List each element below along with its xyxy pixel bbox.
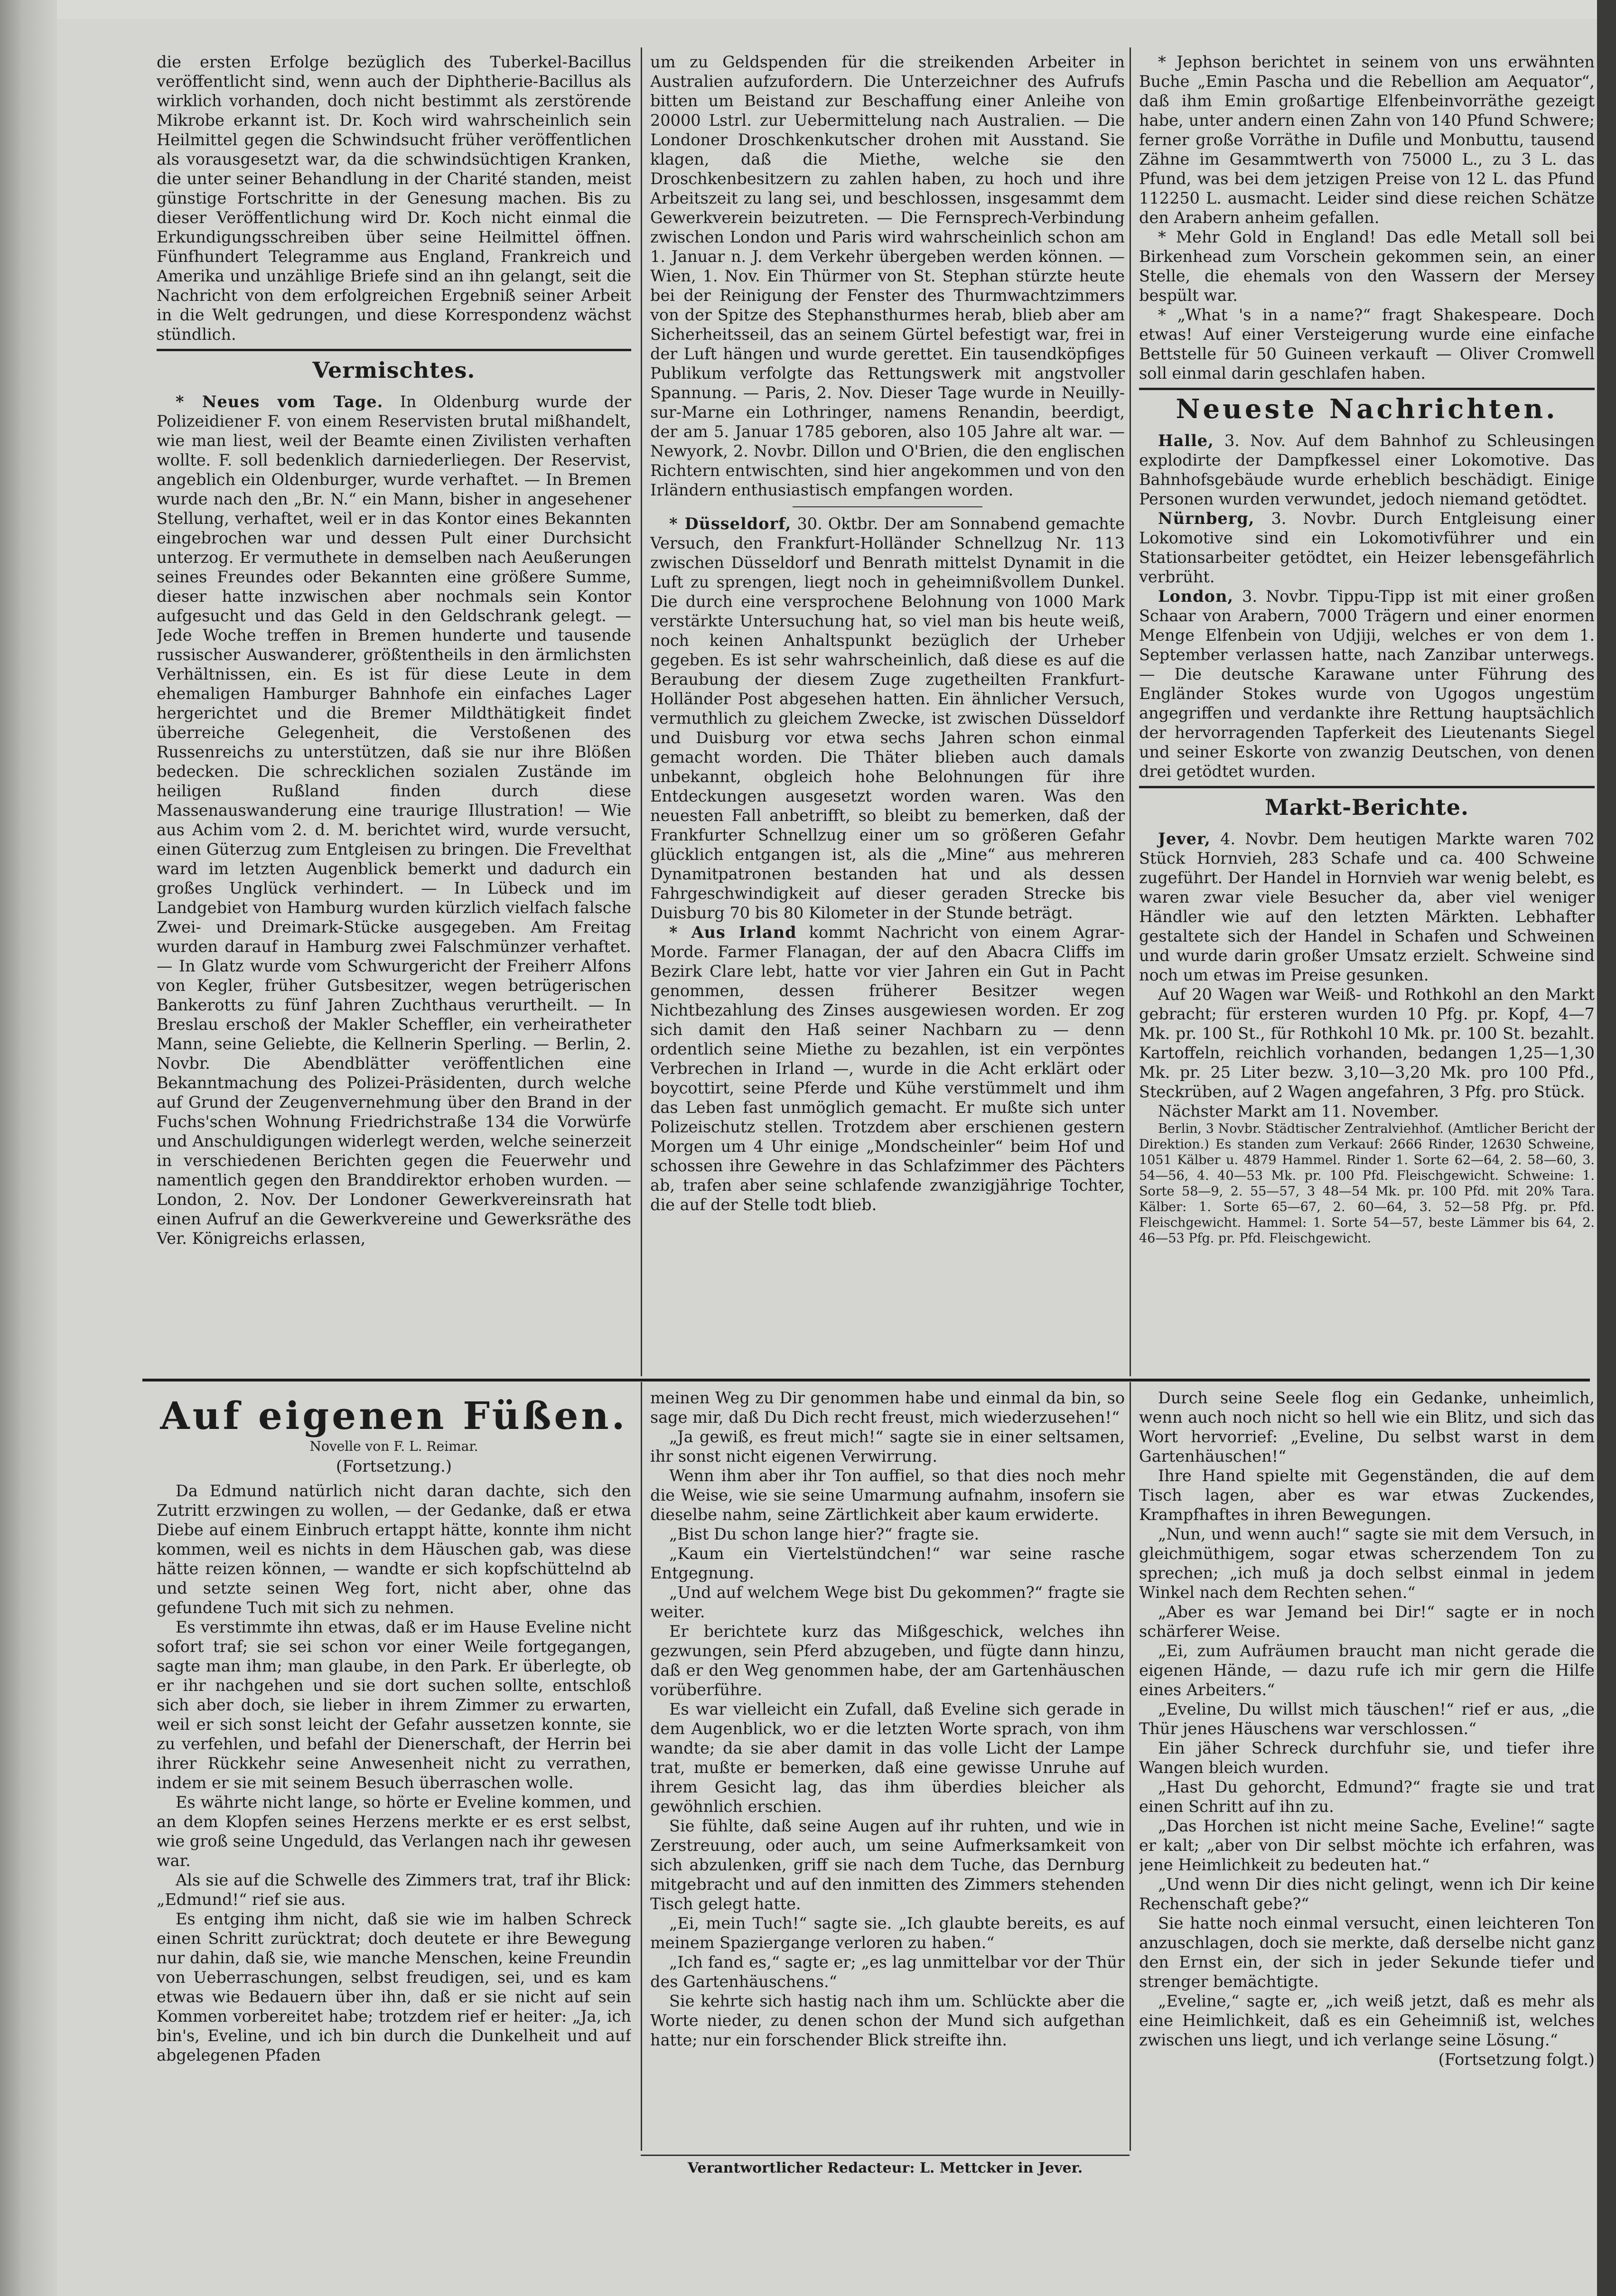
- markt-berichte-heading: Markt-Berichte.: [1264, 794, 1469, 820]
- novel-paragraph: „Und wenn Dir dies nicht gelingt, wenn ich Dir keine Rechenschaft gebe?“: [1139, 1875, 1595, 1913]
- novel-paragraph: Es verstimmte ihn etwas, daß er im Hause Eveline nicht sofort traf; sie sei schon vor einer Weile fortgegangen, sagte man ihm; man glaube, in den Park. Er überlegte, ob er ihr nachgehen und sie dort suchen sollte, entschloß sich aber doch, sie lieber in ihrem Zimmer zu erwarten, weil er sich sonst leicht der Gefahr aussetzen konnte, sie zu verfehlen, und befahl der Dienerschaft, der Herrin bei ihrer Rückkehr seine Anwesenheit nicht zu verrathen, indem er sie mit seinem Besuch überraschen wolle.: [157, 1618, 631, 1792]
- novel-paragraph: Es war vielleicht ein Zufall, daß Eveline sich gerade in dem Augenblick, wo er die letzten Worte sprach, von ihm wandte; da sie aber damit in das volle Licht der Lampe trat, mußte er bemerken, daß eine gewisse Unruhe auf ihrem Gesicht lag, das ihm überdies bleicher als gewöhnlich erschien.: [650, 1700, 1125, 1816]
- duesseldorf-lead: * Düsseldorf,: [669, 514, 792, 533]
- neues-vom-tage-lead: * Neues vom Tage.: [176, 392, 383, 411]
- page-edge: [1597, 0, 1616, 2296]
- feuilleton-divider: [142, 1379, 1590, 1381]
- irland-lead: * Aus Irland: [669, 923, 797, 942]
- novel-author: Novelle von F. L. Reimar.: [309, 1438, 478, 1454]
- book-binding-shadow: [0, 0, 57, 2296]
- vermischtes-heading: Vermischtes.: [312, 357, 476, 383]
- next-market: Nächster Markt am 11. November.: [1158, 1102, 1439, 1120]
- novel-paragraph: Sie kehrte sich hastig nach ihm um. Schlückte aber die Worte nieder, zu denen schon der Mund sich aufgethan hatte; nur ein forschender Blick streifte ihn.: [650, 1992, 1125, 2049]
- editor-footer: Verantwortlicher Redacteur: L. Mettcker in Jever.: [641, 2155, 1130, 2176]
- section-rule: [157, 349, 631, 351]
- novel-paragraph: Durch seine Seele flog ein Gedanke, unheimlich, wenn auch noch nicht so hell wie ein Blitz, und sich das Wort hervorrief: „Eveline, Du selbst warst in dem Gartenhäuschen!“: [1139, 1389, 1595, 1465]
- jever-body: 4. Novbr. Dem heutigen Markte waren 702 Stück Hornvieh, 283 Schafe und ca. 400 Schweine zugeführt. Der Handel in Hornvieh war wenig belebt, es waren zwar viele Besucher da, aber viel weniger Händler wie auf den letzten Märkten. Lebhafter gestaltete sich der Handel in Schafen und Schweinen und wurde darin großer Umsatz erzielt. Schweine sind noch um etwas im Preise gesunken.: [1139, 830, 1595, 984]
- neues-vom-tage-body: In Oldenburg wurde der Polizeidiener F. von einem Reservisten brutal mißhandelt, wie man liest, weil der Beamte einen Zivilisten verhaften wollte. F. soll bedenklich darniederliegen. Der Reservist, angeblich ein Oldenburger, wurde verhaftet. — In Bremen wurde nach den „Br. N.“ ein Mann, bisher in angesehener Stellung, verhaftet, weil er in das Kontor eines Bekannten eingebrochen war und dessen Pult einer Durchsicht unterzog. Er vermuthete in demselben nach Aeußerungen seines Freundes oder Bekannten eine größere Summe, dieser hatte inzwischen aber nochmals sein Kontor aufgesucht und das Geld in den Geldschrank gelegt. — Jede Woche treffen in Bremen hunderte und tausende russischer Auswanderer, größtentheils in den ärmlichsten Verhältnissen, ein. Es ist für diese Leute in dem ehemaligen Hamburger Bahnhofe ein einfaches Lager hergerichtet und die Bremer Mildthätigkeit findet überreiche Gelegenheit, die Verstoßenen des Russenreichs zu unterstützen, daß sie nur ihre Blößen bedecken. Die schrecklichen sozialen Zustände im heiligen Rußland finden durch diese Massenauswanderung eine traurige Illustration! — Wie aus Achim vom 2. d. M. berichtet wird, wurde versucht, einen Güterzug zum Entgleisen zu bringen. Die Frevelthat ward im letzten Augenblick bemerkt und dadurch ein großes Unglück verhindert. — In Lübeck und im Landgebiet von Hamburg wurden kürzlich vielfach falsche Zwei- und Dreimark-Stücke ausgegeben. Am Freitag wurden darauf in Hamburg zwei Falschmünzer verhaftet. — In Glatz wurde vom Schwurgericht der Freiherr Alfons von Kegler, früher Gutsbesitzer, wegen betrügerischen Bankerotts zu fünf Jahren Zuchthaus verurtheilt. — In Breslau erschoß der Makler Scheffler, ein verheiratheter Mann, seine Geliebte, die Kellnerin Sperling. — Berlin, 2. Novbr. Die Abendblätter veröffentlichen eine Bekanntmachung des Polizei-Präsidenten, durch welche auf Grund der Zeugenvernehmung über den Brand in der Fuchs'schen Wohnung Friedrichstraße 134 die Vorwürfe und Anschuldigungen widerlegt werden, welche seinerzeit in verschiedenen Berichten gegen die Feuerwehr und namentlich gegen den Branddirektor erhoben wurden. — London, 2. Nov. Der Londoner Gewerkvereinsrath hat einen Aufruf an die Gewerkvereine und Gewerksräthe des Ver. Königreichs erlassen,: [157, 392, 631, 1248]
- section-rule: [1139, 786, 1595, 788]
- section-rule: [1139, 388, 1595, 390]
- halle-lead: Halle,: [1158, 431, 1214, 450]
- novel-paragraph: Sie hatte noch einmal versucht, einen leichteren Ton anzuschlagen, doch sie merkte, daß derselbe nicht ganz den Ernst ein, der sich in jeder Sekunde tiefer und strenger bemächtigte.: [1139, 1914, 1595, 1991]
- novel-continuation: (Fortsetzung.): [336, 1457, 452, 1476]
- market-jever: [1139, 829, 1595, 985]
- novel-paragraph: „Eveline, Du willst mich täuschen!“ rief er aus, „die Thür jenes Häuschens war verschlossen.“: [1139, 1700, 1595, 1738]
- novel-paragraph: „Kaum ein Viertelstündchen!“ war seine rasche Entgegnung.: [650, 1544, 1125, 1582]
- novel-paragraph: „Bist Du schon lange hier?“ fragte sie.: [669, 1525, 980, 1543]
- duesseldorf-body: 30. Oktbr. Der am Sonnabend gemachte Versuch, den Frankfurt-Holländer Schnellzug Nr. 113 zwischen Düsseldorf und Benrath mittelst Dynamit in die Luft zu sprengen, liegt noch in geheimnißvollem Dunkel. Die durch eine versprochene Belohnung von 1000 Mark verstärkte Untersuchung hat, so viel man bis heute weiß, noch keinen Anhaltspunkt bezüglich der Urheber gegeben. Es ist sehr wahrscheinlich, daß diese es auf die Beraubung der diesem Zuge zugetheilten Frankfurt-Holländer Post abgesehen hatten. Ein ähnlicher Versuch, vermuthlich zu gleichem Zwecke, ist zwischen Düsseldorf und Duisburg vor etwa sechs Jahren schon einmal gemacht worden. Die Thäter blieben auch damals unbekannt, obgleich hohe Belohnungen für ihre Entdeckungen ausgesetzt worden waren. Was den neuesten Fall anbetrifft, so bleibt zu bemerken, daß der Frankfurter Schnellzug einer um so größeren Gefahr glücklich entgangen ist, als die „Mine“ aus mehreren Dynamitpatronen bestanden hat und als dessen Fahrgeschwindigkeit auf dieser geraden Strecke bis Duisburg 70 bis 80 Kilometer in der Stunde beträgt.: [650, 514, 1125, 922]
- jever-lead: Jever,: [1158, 830, 1211, 848]
- novel-paragraph: Wenn ihm aber ihr Ton auffiel, so that dies noch mehr die Weise, wie sie seine Umarmung aufnahm, insofern sie dieselbe nahm, seine Zärtlichkeit aber kaum erwiderte.: [650, 1466, 1125, 1524]
- novel-paragraph: Er berichtete kurz das Mißgeschick, welches ihn gezwungen, sein Pferd abzugeben, und fügte dann hinzu, daß er den Weg genommen habe, der am Gartenhäuschen vorüberführe.: [650, 1622, 1125, 1699]
- news-nuernberg: [1139, 509, 1595, 587]
- column-1: [157, 52, 631, 1376]
- jephson-item: * Jephson berichtet in seinem von uns erwähnten Buche „Emin Pascha und die Rebellion am Aequator“, daß ihm Emin großartige Elfenbeinvorräthe gezeigt habe, unter andern einen Zahn von 140 Pfund Schwere; ferner große Vorräthe in Dufile und Monbuttu, tausend Zähne im Gesammtwerth von 75000 L., zu 3 L. das Pfund, was bei dem jetzigen Preise von 12 L. das Pfund 112250 L. ausmacht. Leider sind diese reichen Schätze den Arabern anheim gefallen.: [1139, 53, 1595, 227]
- novel-column-3: [1139, 1388, 1595, 2147]
- novel-paragraph: meinen Weg zu Dir genommen habe und einmal da bin, so sage mir, daß Du Dich recht freust, mich wiederzusehen!“: [650, 1389, 1125, 1427]
- novel-paragraph: Es währte nicht lange, so hörte er Eveline kommen, und an dem Klopfen seines Herzens merkte er es erst selbst, wie groß seine Ungeduld, das Verlangen nach ihr gewesen war.: [157, 1793, 631, 1870]
- novel-paragraph: „Das Horchen ist nicht meine Sache, Eveline!“ sagte er kalt; „aber von Dir selbst möchte ich erfahren, was jene Heimlichkeit zu bedeuten hat.“: [1139, 1817, 1595, 1874]
- novel-paragraph: Ihre Hand spielte mit Gegenständen, die auf dem Tisch lagen, aber es war etwas Zuckendes, Krampfhaftes in ihren Bewegungen.: [1139, 1466, 1595, 1524]
- novel-paragraph: Sie fühlte, daß seine Augen auf ihr ruhten, und wie in Zerstreuung, oder auch, um seine Aufmerksamkeit von sich abzulenken, griff sie nach dem Tuche, das Dernburg mitgebracht und auf den inmitten des Zimmers stehenden Tisch gelegt hatte.: [650, 1817, 1125, 1913]
- novel-column-2: [650, 1388, 1125, 2147]
- novel-paragraph: „Eveline,“ sagte er, „ich weiß jetzt, daß es mehr als eine Heimlichkeit, daß es ein Geheimniß ist, welches zwischen uns liegt, und ich verlange seine Lösung.“: [1139, 1992, 1595, 2049]
- novel-paragraph: Es entging ihm nicht, daß sie wie im halben Schreck einen Schritt zurücktrat; doch deutete er ihre Bewegung nur dahin, daß sie, wie manche Menschen, keine Freundin von Ueberraschungen, selbst freudigen, sei, und es kam etwas wie Bedauern über ihn, daß er sie nicht auf sein Kommen vorbereitet habe; trotzdem rief er heiter: „Ja, ich bin's, Eveline, und ich bin durch die Dunkelheit und auf abgelegenen Pfaden: [157, 1910, 631, 2064]
- novel-paragraph: „Und auf welchem Wege bist Du gekommen?“ fragte sie weiter.: [650, 1583, 1125, 1621]
- neueste-nachrichten-heading: Neueste Nachrichten.: [1176, 393, 1558, 425]
- duesseldorf-article: [650, 514, 1125, 923]
- novel-title: Auf eigenen Füßen.: [160, 1393, 628, 1438]
- shakespeare-item: * „What 's in a name?“ fragt Shakespeare. Doch etwas! Auf einer Versteigerung wurde eine einfache Bettstelle für 50 Guineen verkauft — Oliver Cromwell soll einmal darin geschlafen haben.: [1139, 306, 1595, 383]
- novel-paragraph: Als sie auf die Schwelle des Zimmers trat, traf ihr Blick: „Edmund!“ rief sie aus.: [157, 1871, 631, 1909]
- vermischtes-text: [157, 392, 631, 1248]
- column-divider: [1130, 1382, 1131, 2151]
- berlin-market-report: Berlin, 3 Novbr. Städtischer Zentralviehhof. (Amtlicher Bericht der Direktion.) Es standen zum Verkauf: 2666 Rinder, 12630 Schweine, 1051 Kälber u. 4879 Hammel. Rinder 1. Sorte 62—64, 2. 58—60, 3. 54—56, 4. 40—53 Mk. pr. 100 Pfd. Fleischgewicht. Schweine: 1. Sorte 58—9, 2. 55—57, 3 48—54 Mk. pr. 100 Pfd. mit 20% Tara. Kälber: 1. Sorte 65—67, 2. 60—64, 3. 52—58 Pfg. pr. Pfd. Fleischgewicht. Hammel: 1. Sorte 54—57, beste Lämmer bis 64, 2. 46—53 Pfg. pr. Pfd. Fleischgewicht.: [1139, 1121, 1595, 1246]
- novel-paragraph: Da Edmund natürlich nicht daran dachte, sich den Zutritt erzwingen zu wollen, — der Gedanke, daß er etwa Diebe auf einem Einbruch ertappt hätte, konnte ihm nicht kommen, weil es nichts in dem Häuschen gab, was diese hätte reizen können, — wandte er sich kopfschüttelnd ab und setzte seinen Weg fort, nicht aber, ohne das gefundene Tuch mit sich zu nehmen.: [157, 1482, 631, 1617]
- market-vegetables: Auf 20 Wagen war Weiß- und Rothkohl an den Markt gebracht; für ersteren wurden 10 Pfg. pr. Kopf, 4—7 Mk. pr. 100 St., für Rothkohl 10 Mk. pr. 100 St. bezahlt. Kartoffeln, reichlich vorhanden, bedangen 1,25—1,30 Mk. pr. 25 Liter bezw. 3,10—3,20 Mk. pro 100 Pfd., Steckrüben, auf 2 Wagen angefahren, 3 Pfg. pro Stück.: [1139, 985, 1595, 1101]
- novel-paragraph: „Nun, und wenn auch!“ sagte sie mit dem Versuch, in gleichmüthigem, sogar etwas scherzendem Ton zu sprechen; „ich muß ja doch selbst einmal in jedem Winkel nach dem Rechten sehen.“: [1139, 1525, 1595, 1602]
- article-rule: [793, 506, 982, 507]
- novel-fortsetzung-folgt: (Fortsetzung folgt.): [1438, 2050, 1595, 2069]
- novel-paragraph: „Aber es war Jemand bei Dir!“ sagte er in noch schärferer Weise.: [1139, 1603, 1595, 1641]
- news-london: [1139, 587, 1595, 781]
- news-halle: [1139, 431, 1595, 509]
- gold-item: * Mehr Gold in England! Das edle Metall soll bei Birkenhead zum Vorschein gekommen sein, an einer Stelle, die ehemals von den Wassern der Mersey bespült war.: [1139, 228, 1595, 305]
- novel-paragraph: „Ich fand es,“ sagte er; „es lag unmittelbar vor der Thür des Gartenhäuschens.“: [650, 1953, 1125, 1991]
- novel-paragraph: „Ja gewiß, es freut mich!“ sagte sie in einer seltsamen, ihr sonst nicht eigenen Verwirrung.: [650, 1428, 1125, 1465]
- column-3: [1139, 52, 1595, 1376]
- novel-paragraph: „Hast Du gehorcht, Edmund?“ fragte sie und trat einen Schritt auf ihn zu.: [1139, 1778, 1595, 1816]
- irland-article: [650, 923, 1125, 1214]
- halle-body: 3. Nov. Auf dem Bahnhof zu Schleusingen explodirte der Dampfkessel einer Lokomotive. Das Bahnhofsgebäude wurde erheblich beschädigt. Einige Personen wurden verwundet, jedoch niemand getödtet.: [1139, 431, 1595, 508]
- column-2: [650, 52, 1125, 1376]
- novel-paragraph: „Ei, zum Aufräumen braucht man nicht gerade die eigenen Hände, — dazu rufe ich mir gern die Hilfe eines Arbeiters.“: [1139, 1642, 1595, 1699]
- nuernberg-body: 3. Novbr. Durch Entgleisung einer Lokomotive sind ein Lokomotivführer und ein Stationsarbeiter getödtet, ein Heizer lebensgefährlich verbrüht.: [1139, 509, 1595, 586]
- novel-column-1: [157, 1388, 631, 2147]
- column-divider: [641, 1382, 642, 2151]
- koch-article-end: die ersten Erfolge bezüglich des Tuberkel-Bacillus veröffentlicht sind, wenn auch der Diphtherie-Bacillus als wirklich vorhanden, doch nicht bestimmt als zerstörende Mikrobe erkannt ist. Dr. Koch wird wahrscheinlich sein Heilmittel gegen die Schwindsucht früher veröffentlichen als vorausgesetzt war, da die schwindsüchtigen Kranken, die unter seiner Behandlung in der Charité standen, meist günstige Fortschritte in der Genesung machen. Bis zu dieser Veröffentlichung wird Dr. Koch nicht einmal die Erkundigungsschreiben über seine Heilmittel öffnen. Fünfhundert Telegramme aus England, Frankreich und Amerika und unzählige Briefe sind an ihn gelangt, seit die Nachricht von dem erfolgreichen Ergebniß seiner Arbeit in die Welt gedrungen, und diese Korrespondenz wächst stündlich.: [157, 53, 631, 344]
- novel-paragraph: Ein jäher Schreck durchfuhr sie, und tiefer ihre Wangen bleich wurden.: [1139, 1739, 1595, 1777]
- london-continued: um zu Geldspenden für die streikenden Arbeiter in Australien aufzufordern. Die Unterzeichner des Aufrufs bitten um Beistand zur Beschaffung einer Anleihe von 20000 Lstrl. zur Uebermittelung nach Australien. — Die Londoner Droschkenkutscher drohen mit Ausstand. Sie klagen, daß die Miethe, welche sie den Droschkenbesitzern zu zahlen haben, zu hoch und ihre Arbeitszeit zu lang sei, und beschlossen, insgesammt dem Gewerkverein beizutreten. — Die Fernsprech-Verbindung zwischen London und Paris wird wahrscheinlich schon am 1. Januar n. J. dem Verkehr übergeben werden können. — Wien, 1. Nov. Ein Thürmer von St. Stephan stürzte heute bei der Reinigung der Fenster des Thurmwachtzimmers von der Spitze des Stephansthurmes herab, blieb aber am Sicherheitsseil, das an seinem Gürtel befestigt war, frei in der Luft hängen und wurde gerettet. Ein tausendköpfiges Publikum verfolgte das Rettungswerk mit angstvoller Spannung. — Paris, 2. Nov. Dieser Tage wurde in Neuilly-sur-Marne ein Lothringer, namens Renandin, beerdigt, der am 5. Januar 1785 geboren, also 105 Jahre alt war. — Newyork, 2. Novbr. Dillon und O'Brien, die den englischen Richtern entwischten, sind hier angekommen und von den Irländern enthusiastisch empfangen worden.: [650, 53, 1125, 499]
- novel-paragraph: „Ei, mein Tuch!“ sagte sie. „Ich glaubte bereits, es auf meinem Spaziergange verloren zu haben.“: [650, 1914, 1125, 1952]
- nuernberg-lead: Nürnberg,: [1158, 509, 1255, 528]
- column-divider: [641, 47, 642, 1376]
- london-body: 3. Novbr. Tippu-Tipp ist mit einer großen Schaar von Arabern, 7000 Trägern und einer enormen Menge Elfenbein von Udjiji, welches er von dem 1. September verlassen hatte, nach Zanzibar unterwegs. — Die deutsche Karawane unter Führung des Engländer Stokes wurde von Ugogos ungestüm angegriffen und verdankte ihre Rettung hauptsächlich der hervorragenden Tapferkeit des Lieutenants Siegel und seiner Eskorte von zwanzig Deutschen, von denen drei getödtet wurden.: [1139, 587, 1595, 781]
- irland-body: kommt Nachricht von einem Agrar-Morde. Farmer Flanagan, der auf den Abacra Cliffs im Bezirk Clare lebt, hatte vor vier Jahren ein Gut in Pacht genommen, dessen früherer Besitzer wegen Nichtbezahlung des Zinses ausgewiesen worden. Er zog sich damit den Haß seiner Nachbarn zu — denn ordentlich seine Miethe zu bezahlen, ist ein verpöntes Verbrechen in Irland —, wurde in die Acht erklärt oder boycottirt, seine Pferde und Kühe verstümmelt und ihm das Leben fast unmöglich gemacht. Er mußte sich unter Polizeischutz stellen. Trotzdem aber erschienen gestern Morgen um 4 Uhr einige „Mondscheinler“ beim Hof und schossen ihre Gewehre in das Schlafzimmer des Pächters ab, trafen aber seine schlafende zwanzigjährige Tochter, die auf der Stelle todt blieb.: [650, 923, 1125, 1214]
- london-lead: London,: [1158, 587, 1234, 606]
- column-divider: [1130, 47, 1131, 1376]
